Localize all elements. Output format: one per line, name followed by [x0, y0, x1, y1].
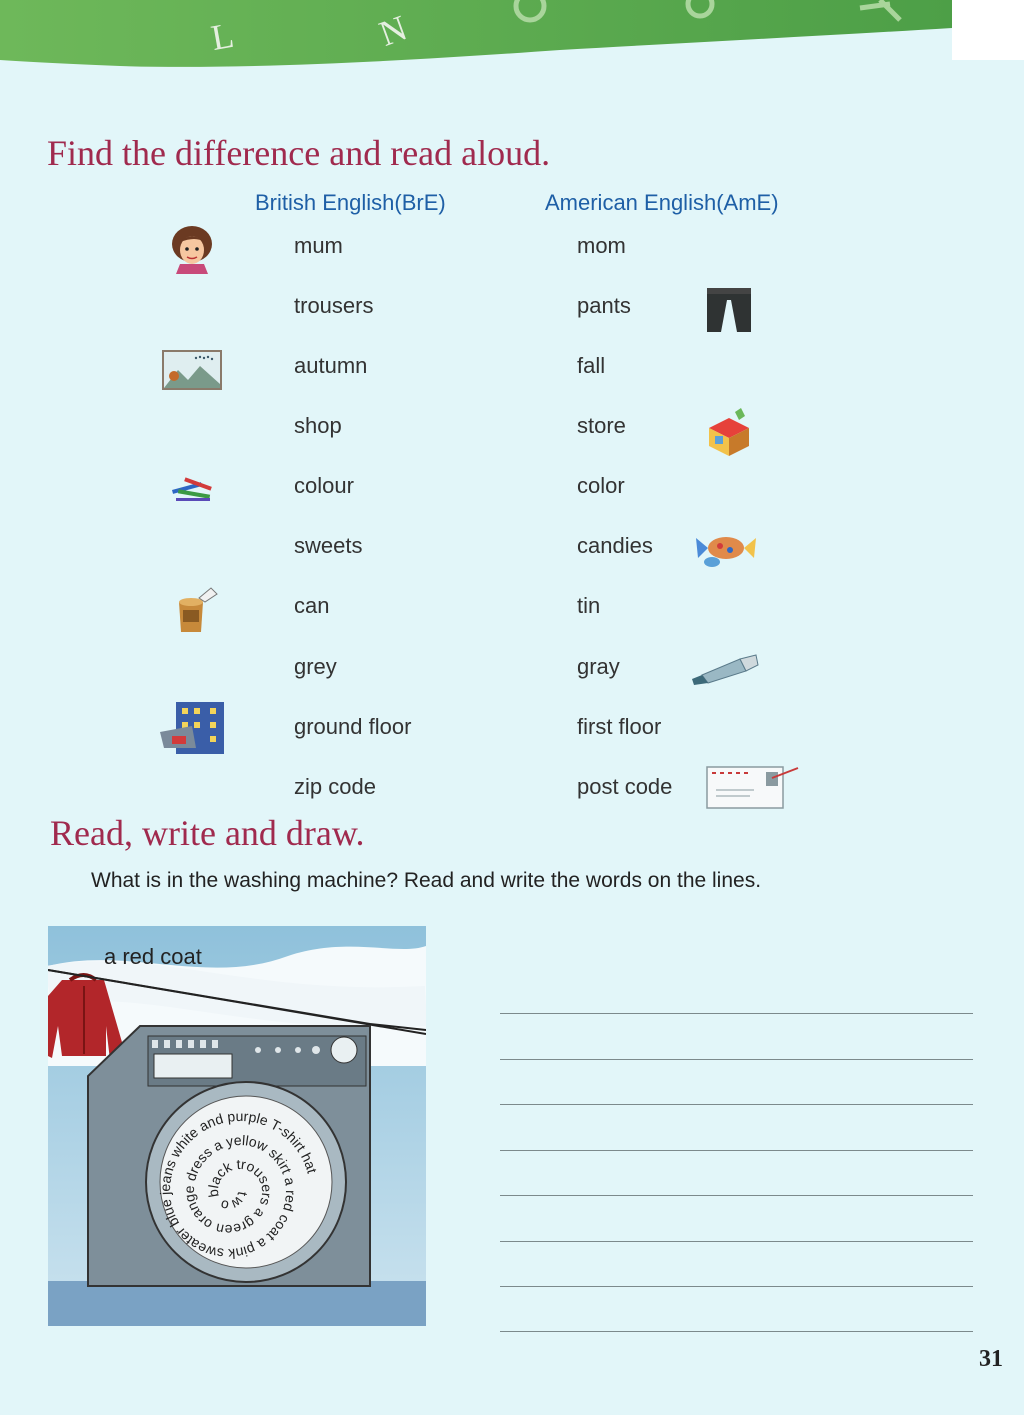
american-word: gray — [577, 654, 620, 679]
page-number: 31 — [979, 1346, 1003, 1372]
american-english-header: American English(AmE) — [545, 190, 779, 215]
british-word: grey — [294, 654, 337, 679]
answer-lines — [500, 1010, 973, 1340]
british-word: colour — [294, 473, 354, 498]
store-icon — [705, 408, 753, 458]
instruction-text: What is in the washing machine? Read and write the words on the lines. — [91, 869, 762, 892]
mother-face-icon — [166, 224, 218, 274]
building-icon — [158, 700, 228, 756]
answer-line[interactable] — [500, 1150, 973, 1151]
american-word: mom — [577, 233, 626, 258]
crayons-icon — [170, 476, 222, 506]
british-word: can — [294, 593, 330, 618]
word-pair — [0, 293, 1024, 333]
autumn-landscape-icon — [162, 350, 222, 390]
british-word: mum — [294, 233, 343, 258]
word-pair — [0, 654, 1024, 694]
american-word: first floor — [577, 714, 662, 739]
british-word: trousers — [294, 293, 374, 318]
word-pair — [0, 714, 1024, 754]
banner-letter-l: L — [208, 14, 237, 59]
british-english-header: British English(BrE) — [255, 190, 446, 215]
british-word: zip code — [294, 774, 376, 799]
answer-line[interactable] — [500, 1286, 973, 1287]
candies-icon — [692, 528, 760, 570]
answer-line[interactable] — [500, 1331, 973, 1332]
word-pair — [0, 233, 1024, 273]
washing-machine-illustration — [48, 926, 426, 1326]
american-word: color — [577, 473, 625, 498]
clothes-spiral-text: two black trousers a green orange dress a yellow skirt a red coat a pink sweater blue jeans white and purple T-shirt hat — [156, 1107, 321, 1263]
american-word: tin — [577, 593, 601, 618]
banner-corner — [952, 0, 1024, 60]
american-word: fall — [577, 353, 606, 378]
word-pair — [0, 593, 1024, 633]
word-pair — [0, 473, 1024, 513]
british-word: sweets — [294, 533, 363, 558]
british-word: autumn — [294, 353, 368, 378]
section-title-find-difference: Find the difference and read aloud. — [47, 133, 551, 173]
american-word: post code — [577, 774, 673, 799]
british-word: ground floor — [294, 714, 412, 739]
american-word: store — [577, 413, 626, 438]
tin-can-icon — [173, 586, 219, 634]
word-pair — [0, 413, 1024, 453]
answer-line[interactable] — [500, 1104, 973, 1105]
section-title-read-write-draw: Read, write and draw. — [50, 813, 365, 853]
word-pair — [0, 533, 1024, 573]
american-word: pants — [577, 293, 631, 318]
answer-line[interactable] — [500, 1195, 973, 1196]
envelope-icon — [706, 764, 800, 810]
pants-icon — [705, 286, 753, 334]
word-pair — [0, 353, 1024, 393]
answer-line[interactable] — [500, 1241, 973, 1242]
answer-line[interactable] — [500, 1059, 973, 1060]
banner-wave — [0, 0, 1024, 80]
washing-machine-icon — [88, 1026, 370, 1286]
banner-letter-n: N — [374, 7, 413, 54]
top-banner — [0, 0, 1024, 80]
british-word: shop — [294, 413, 342, 438]
answer-line[interactable] — [500, 1013, 973, 1014]
word-pair — [0, 774, 1024, 814]
coat-label: a red coat — [104, 944, 202, 969]
american-word: candies — [577, 533, 653, 558]
paint-tube-icon — [690, 653, 760, 687]
